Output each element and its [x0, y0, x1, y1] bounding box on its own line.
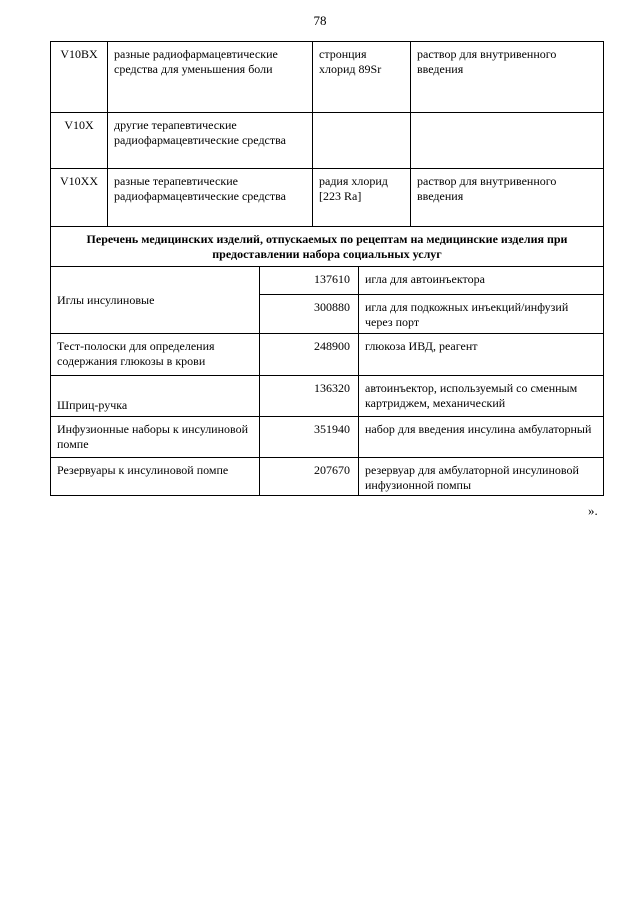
- closing-quote: ».: [588, 503, 598, 518]
- device-code: 351940: [260, 417, 359, 458]
- table-row: [51, 376, 604, 417]
- device-name: Тест-полоски для определения содержания глюкозы в крови: [51, 334, 260, 376]
- atc-group-name: разные терапевтические радиофармацевтические средства: [108, 169, 313, 227]
- table-row: [51, 42, 604, 113]
- device-code: 136320: [260, 376, 359, 417]
- section-header-row: [51, 227, 604, 267]
- substance-name: [313, 113, 411, 169]
- substance-name: стронция хлорид 89Sr: [313, 42, 411, 113]
- device-name: Шприц-ручка: [51, 376, 260, 417]
- device-description: автоинъектор, используемый со сменным картриджем, механический: [359, 376, 604, 417]
- device-description: глюкоза ИВД, реагент: [359, 334, 604, 376]
- atc-code: V10XX: [51, 169, 108, 227]
- device-description: игла для подкожных инъекций/инфузий через порт: [359, 295, 604, 334]
- dosage-form: раствор для внутривенного введения: [411, 169, 604, 227]
- table-row: [51, 113, 604, 169]
- atc-code: V10BX: [51, 42, 108, 113]
- device-name: Иглы инсулиновые: [51, 267, 260, 334]
- table-row: [51, 458, 604, 496]
- table-row: [51, 417, 604, 458]
- table-row: [51, 169, 604, 227]
- atc-group-name: разные радиофармацевтические средства для уменьшения боли: [108, 42, 313, 113]
- device-code: 248900: [260, 334, 359, 376]
- drug-table: [50, 41, 604, 227]
- page-number: 78: [313, 13, 327, 28]
- device-name: Резервуары к инсулиновой помпе: [51, 458, 260, 496]
- dosage-form: раствор для внутривенного введения: [411, 42, 604, 113]
- device-code: 207670: [260, 458, 359, 496]
- device-description: набор для введения инсулина амбулаторный: [359, 417, 604, 458]
- section-title: Перечень медицинских изделий, отпускаемых по рецептам на медицинские изделия при предоставлении набора социальных услуг: [51, 227, 604, 267]
- atc-group-name: другие терапевтические радиофармацевтические средства: [108, 113, 313, 169]
- device-code: 137610: [260, 267, 359, 295]
- atc-code: V10X: [51, 113, 108, 169]
- device-name: Инфузионные наборы к инсулиновой помпе: [51, 417, 260, 458]
- device-description: игла для автоинъектора: [359, 267, 604, 295]
- table-row: [51, 267, 604, 295]
- device-code: 300880: [260, 295, 359, 334]
- table-row: [51, 334, 604, 376]
- dosage-form: [411, 113, 604, 169]
- substance-name: радия хлорид [223 Ra]: [313, 169, 411, 227]
- device-description: резервуар для амбулаторной инсулиновой инфузионной помпы: [359, 458, 604, 496]
- medical-devices-table: [50, 226, 604, 496]
